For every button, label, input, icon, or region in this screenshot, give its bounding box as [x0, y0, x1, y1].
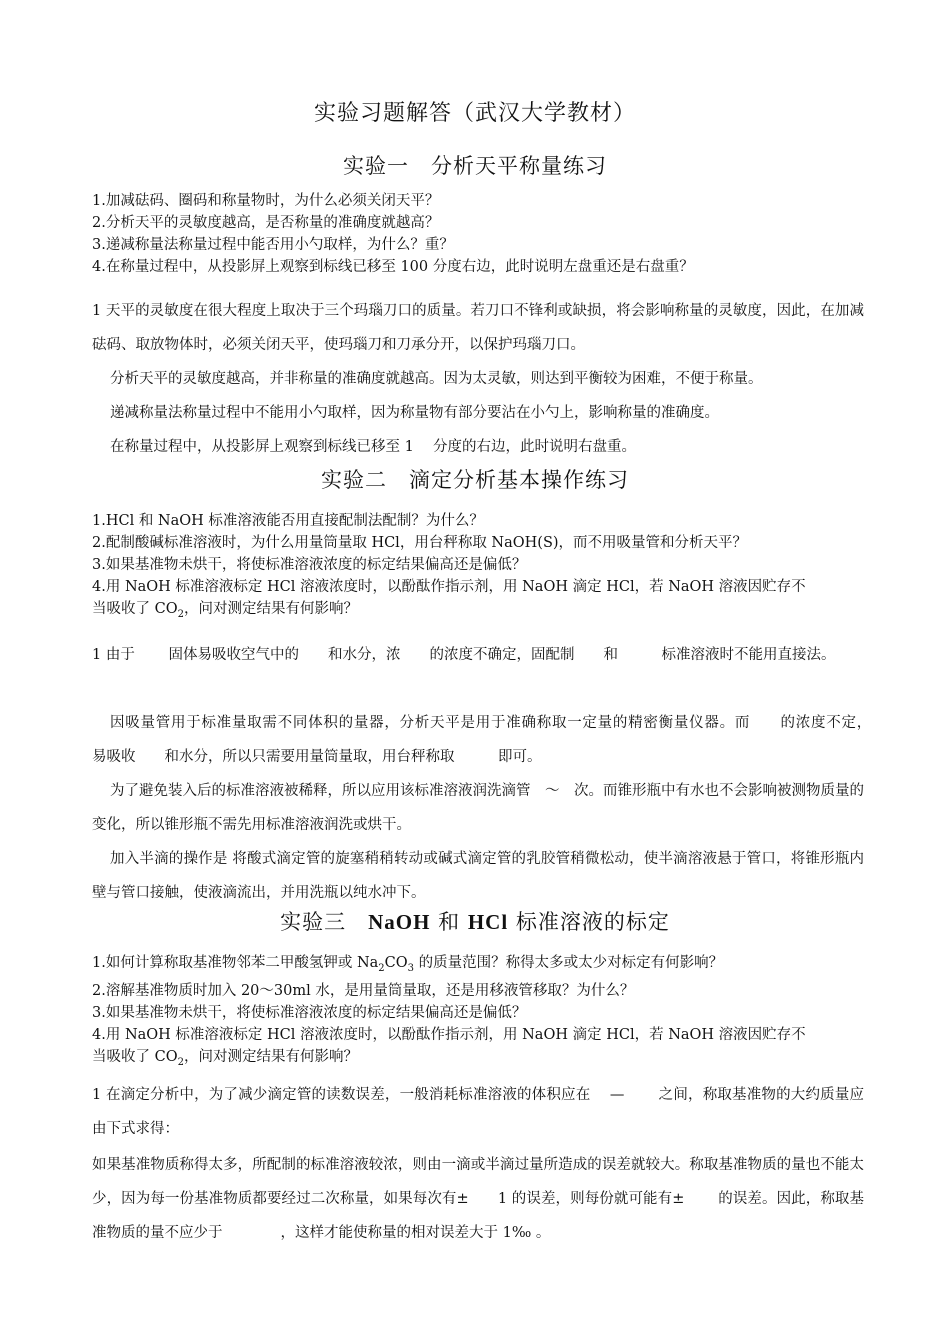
question: 3.如果基准物未烘干，将使标准溶液浓度的标定结果偏高还是偏低？: [92, 1004, 527, 1021]
answer-paragraph: 1 在滴定分析中，为了减少滴定管的读数误差，一般消耗标准溶液的体积应在 — 之间，称取基准物的大约质量应由下式求得：: [92, 1087, 864, 1137]
question: 3.递减称量法称量过程中能否用小勺取样，为什么？重？: [92, 237, 454, 253]
answer-paragraph: 如果基准物质称得太多，所配制的标准溶液较浓，则由一滴或半滴过量所造成的误差就较大。称取基准物质的量也不能太少，因为每一份基准物质都要经过二次称量，如果每次有± 1 的误差，则每份就可能有± 的误差。因此，称取基准物质的量不应少于 ，这样才能使称量的相对误差大于 1‰ 。: [92, 1157, 864, 1241]
section-1-heading: 实验一 分析天平称量练习: [343, 154, 607, 178]
answer-paragraph: 1 天平的灵敏度在很大程度上取决于三个玛瑙刀口的质量。若刀口不锋利或缺损，将会影响称量的灵敏度，因此，在加减砝码、取放物体时，必须关闭天平，使玛瑙刀和刀承分开，以保护玛瑙刀口。: [92, 303, 864, 353]
question: 1.HCl 和 NaOH 标准溶液能否用直接配制法配制？为什么？: [92, 513, 484, 529]
question: 4.在称量过程中，从投影屏上观察到标线已移至 100 分度右边，此时说明左盘重还是右盘重？: [92, 259, 694, 275]
answer-paragraph: 加入半滴的操作是 将酸式滴定管的旋塞稍稍转动或碱式滴定管的乳胶管稍微松动，使半滴溶液悬于管口，将锥形瓶内壁与管口接触，使液滴流出，并用洗瓶以纯水冲下。: [92, 851, 864, 901]
section-3-heading: 实验三 NaOH 和 HCl 标准溶液的标定: [280, 910, 670, 934]
question: 3.如果基准物未烘干，将使标准溶液浓度的标定结果偏高还是偏低？: [92, 557, 527, 573]
subscript: 3: [407, 962, 415, 974]
question: 4.用 NaOH 标准溶液标定 HCl 溶液浓度时，以酚酞作指示剂，用 NaOH 滴定 HCl，若 NaOH 溶液因贮存不: [92, 1026, 806, 1043]
subscript: 2: [177, 608, 184, 620]
answer-paragraph: 在称量过程中，从投影屏上观察到标线已移至 1 分度的右边，此时说明右盘重。: [110, 439, 636, 455]
answer-paragraph: 分析天平的灵敏度越高，并非称量的准确度就越高。因为太灵敏，则达到平衡较为困难，不便于称量。: [110, 371, 763, 387]
answer-paragraph: 因吸量管用于标准量取需不同体积的量器，分析天平是用于准确称取一定量的精密衡量仪器。而 的浓度不定， 易吸收 和水分，所以只需要用量筒量取，用台秤称取 即可。: [92, 715, 908, 765]
question: 1.如何计算称取基准物邻苯二甲酸氢钾或 $Na_2CO_3$ 的质量范围？称得太多或太少对标定有何影响？: [92, 955, 724, 974]
question: 1.加减砝码、圈码和称量物时，为什么必须关闭天平？: [92, 193, 440, 209]
question: 2.配制酸碱标准溶液时，为什么用量筒量取 HCl，用台秤称取 NaOH(S)，而不用吸量管和分析天平？: [92, 535, 748, 551]
question: 2.分析天平的灵敏度越高，是否称量的准确度就越高？: [92, 215, 440, 231]
section-2-heading: 实验二 滴定分析基本操作练习: [321, 468, 629, 492]
answer-paragraph: 递减称量法称量过程中不能用小勺取样，因为称量物有部分要沾在小勺上，影响称量的准确度。: [110, 405, 719, 421]
answer-paragraph: 为了避免装入后的标准溶液被稀释，所以应用该标准溶液润洗滴管 ～ 次。而锥形瓶中有水也不会影响被测物质量的变化，所以锥形瓶不需先用标准溶液润洗或烘干。: [92, 783, 864, 833]
section-2-questions: [92, 510, 867, 626]
question: 2.溶解基准物质时加入 20～30ml 水，是用量筒量取，还是用移液管移取？为什么？: [92, 982, 635, 999]
section-3-questions: [92, 952, 867, 1074]
question-continuation: 当吸收了 $CO_2$，问对测定结果有何影响？: [92, 1048, 358, 1068]
question-continuation: 当吸收了 $CO_2$，问对测定结果有何影响？: [92, 601, 358, 620]
subscript: 2: [378, 962, 385, 974]
question: 4.用 NaOH 标准溶液标定 HCl 溶液浓度时，以酚酞作指示剂，用 NaOH 滴定 HCl，若 NaOH 溶液因贮存不: [92, 579, 806, 595]
document-title: 实验习题解答（武汉大学教材）: [313, 101, 636, 126]
subscript: 2: [177, 1056, 184, 1068]
answer-paragraph: 1 由于 固体易吸收空气中的 和水分，浓 的浓度不确定，固配制 和 标准溶液时不能用直接法。: [92, 647, 836, 663]
section-1-questions: [92, 190, 867, 278]
